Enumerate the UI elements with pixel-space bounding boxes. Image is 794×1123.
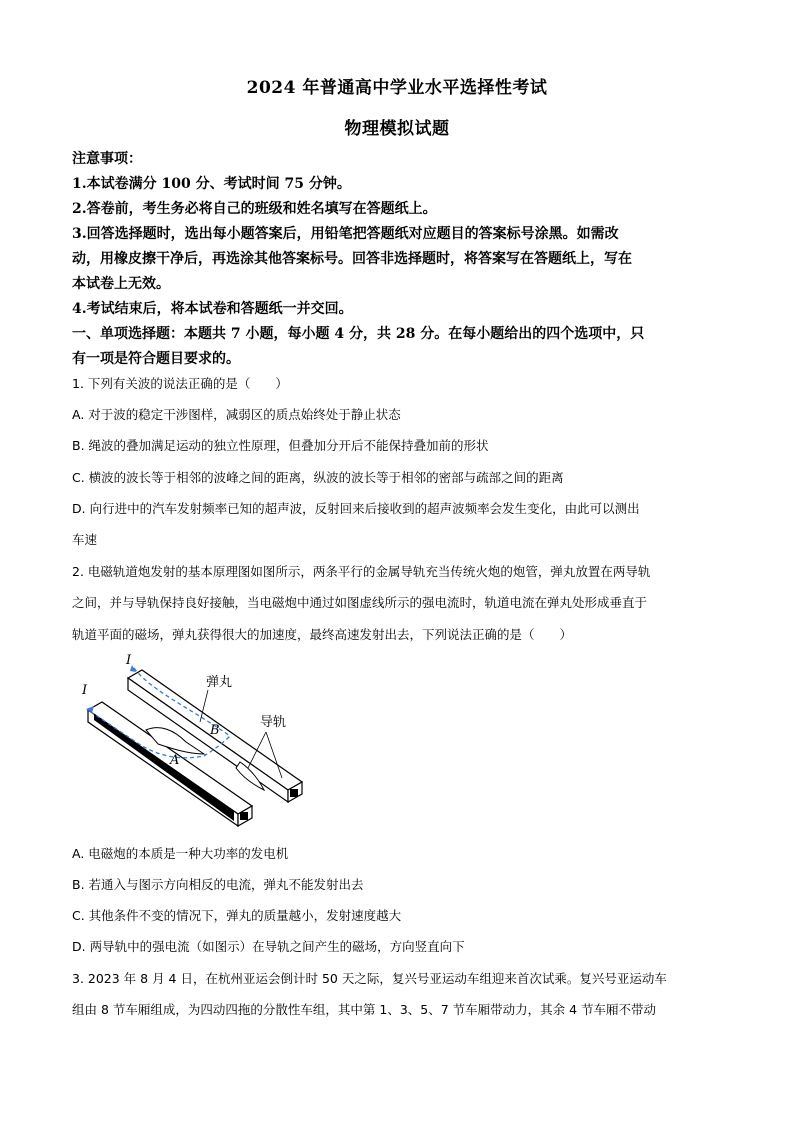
q3-stem-line-2: 组由 8 节车厢组成，为四动四拖的分散性车组，其中第 1、3、5、7 节车厢带动力，其余 4 节车厢不带动 (72, 1002, 657, 1017)
notice-line-2: 2.答卷前，考生务必将自己的班级和姓名填写在答题纸上。 (72, 201, 437, 217)
q1-stem: 1. 下列有关波的说法正确的是（ ） (72, 376, 288, 391)
label-rail: 导轨 (260, 715, 287, 730)
q1-option-d: D. 向行进中的汽车发射频率已知的超声波，反射回来后接收到的超声波频率会发生变化，由此可以测出 (72, 501, 640, 516)
notice-line-3: 3.回答选择题时，选出每小题答案后，用铅笔把答题纸对应题目的答案标号涂黑。如需改 (72, 226, 619, 242)
label-point-b: B (210, 723, 220, 738)
q1-option-a: A. 对于波的稳定干涉图样，减弱区的质点始终处于静止状态 (72, 407, 401, 422)
railgun-figure (70, 650, 310, 830)
section-heading-line-1: 一、单项选择题：本题共 7 小题，每小题 4 分，共 28 分。在每小题给出的四个选项中，只 (72, 326, 645, 342)
q2-option-b: B. 若通入与图示方向相反的电流，弹丸不能发射出去 (72, 877, 364, 892)
q2-stem-line-1: 2. 电磁轨道炮发射的基本原理图如图所示，两条平行的金属导轨充当传统火炮的炮管，弹丸放置在两导轨 (72, 564, 651, 579)
section-heading-line-2: 有一项是符合题目要求的。 (72, 351, 240, 367)
bottom-rail-bore (240, 812, 248, 820)
top-rail-bore (290, 789, 298, 797)
notice-line-5: 本试卷上无效。 (72, 276, 170, 292)
q2-option-a: A. 电磁炮的本质是一种大功率的发电机 (72, 846, 289, 861)
notice-line-4: 动，用橡皮擦干净后，再选涂其他答案标号。回答非选择题时，将答案写在答题纸上，写在 (72, 251, 632, 267)
q1-option-d-cont: 车速 (72, 532, 98, 547)
label-current-left: I (82, 683, 88, 698)
notice-line-6: 4.考试结束后，将本试卷和答题纸一并交回。 (72, 301, 353, 317)
q1-option-b: B. 绳波的叠加满足运动的独立性原理，但叠加分开后不能保持叠加前的形状 (72, 438, 489, 453)
q2-option-d: D. 两导轨中的强电流（如图示）在导轨之间产生的磁场，方向竖直向下 (72, 939, 465, 954)
q2-stem-line-2: 之间，并与导轨保持良好接触，当电磁炮中通过如图虚线所示的强电流时，轨道电流在弹丸处形成垂直于 (72, 595, 648, 610)
exam-subtitle: 物理模拟试题 (344, 119, 450, 139)
q2-stem-line-3: 轨道平面的磁场，弹丸获得很大的加速度，最终高速发射出去，下列说法正确的是（ ） (72, 627, 573, 642)
label-current-top: I (126, 653, 132, 668)
q3-stem-line-1: 3. 2023 年 8 月 4 日，在杭州亚运会倒计时 50 天之际，复兴号亚运动车组迎来首次试乘。复兴号亚运动车 (72, 971, 667, 986)
exam-title: 2024 年普通高中学业水平选择性考试 (246, 78, 548, 98)
q1-option-c: C. 横波的波长等于相邻的波峰之间的距离，纵波的波长等于相邻的密部与疏部之间的距离 (72, 470, 564, 485)
notice-heading: 注意事项： (72, 151, 142, 167)
label-point-a: A (170, 753, 180, 768)
railgun-diagram (70, 650, 310, 830)
q2-option-c: C. 其他条件不变的情况下，弹丸的质量越小，发射速度越大 (72, 908, 402, 923)
label-projectile: 弹丸 (206, 675, 233, 690)
notice-line-1: 1.本试卷满分 100 分、考试时间 75 分钟。 (72, 176, 351, 192)
